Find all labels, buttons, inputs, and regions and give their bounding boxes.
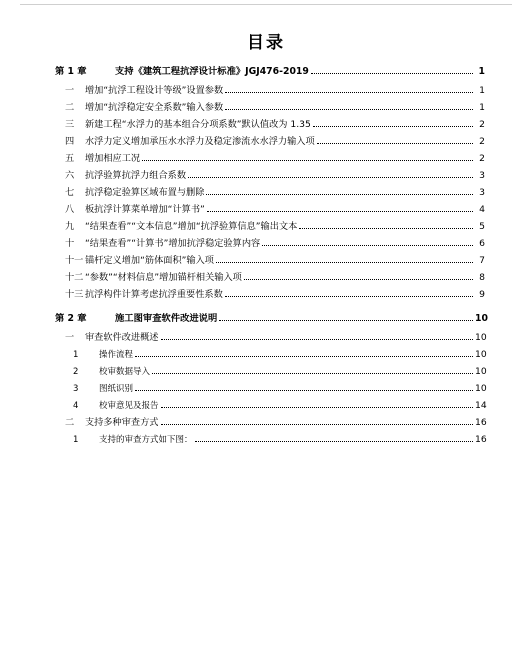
toc-entry-sec[interactable] [55, 235, 485, 252]
toc-page-number: 2 [479, 136, 485, 147]
toc-dot-leader [262, 235, 473, 246]
toc-dot-leader [317, 133, 473, 144]
toc-entry-sub[interactable] [55, 346, 485, 363]
toc-dot-leader [135, 346, 473, 357]
toc-entry-number: 3 [73, 384, 79, 394]
toc-dot-leader [161, 329, 474, 340]
toc-entry-sec[interactable] [55, 184, 485, 201]
toc-page-number: 2 [479, 119, 485, 130]
toc-entry-sec[interactable] [55, 269, 485, 286]
toc-entry-number: 六 [65, 170, 75, 181]
toc-entry-number: 二 [65, 102, 75, 113]
toc-dot-leader [225, 286, 473, 297]
toc-page-number: 6 [479, 238, 485, 249]
toc-entry-title: 校审意见及报告 [99, 401, 159, 411]
toc-page-number: 1 [479, 102, 485, 113]
toc-dot-leader [195, 431, 473, 442]
toc-entry-number: 一 [65, 332, 75, 343]
toc-entry-sec[interactable] [55, 252, 485, 269]
toc-page-number: 1 [478, 66, 485, 77]
toc-dot-leader [225, 82, 473, 93]
toc-entry-number: 1 [73, 350, 79, 360]
toc-dot-leader [206, 184, 473, 195]
toc-entry-number: 4 [73, 401, 79, 411]
toc-dot-leader [142, 150, 473, 161]
toc-page-number: 16 [475, 434, 487, 445]
toc-page-number: 4 [479, 204, 485, 215]
toc-entry-title: 增加相应工况 [85, 153, 141, 164]
toc-dot-leader [161, 397, 473, 408]
toc-entry-number: 第 2 章 [55, 313, 87, 324]
toc-entry-title: 抗浮验算抗浮力组合系数 [85, 170, 187, 181]
toc-entry-number: 三 [65, 119, 75, 130]
toc-page-number: 14 [475, 400, 487, 411]
toc-entry-sec[interactable] [55, 329, 485, 346]
toc-page-number: 10 [475, 366, 487, 377]
toc-entry-number: 十 [65, 238, 75, 249]
toc-dot-leader [219, 310, 473, 321]
toc-entry-title: 水浮力定义增加承压水水浮力及稳定渗流水水浮力输入项 [85, 136, 315, 147]
toc-entry-number: 二 [65, 417, 75, 428]
toc-page-number: 10 [475, 383, 487, 394]
toc-entry-sec[interactable] [55, 201, 485, 218]
toc-entry-sub[interactable] [55, 363, 485, 380]
toc-dot-leader [311, 63, 473, 74]
table-of-contents [55, 62, 488, 448]
toc-entry-number: 第 1 章 [55, 66, 87, 77]
toc-dot-leader [152, 363, 473, 374]
toc-entry-sec[interactable] [55, 82, 485, 99]
toc-entry-title: 锚杆定义增加“筋体面积”输入项 [85, 255, 214, 266]
toc-entry-sec[interactable] [55, 133, 485, 150]
toc-entry-title: “结果查看”“计算书”增加抗浮稳定验算内容 [85, 238, 261, 249]
toc-entry-title: 增加“抗浮工程设计等级”设置参数 [85, 85, 224, 96]
toc-entry-sec[interactable] [55, 414, 485, 431]
toc-entry-title: 抗浮构件计算考虑抗浮重要性系数 [85, 289, 223, 300]
toc-page-number: 10 [475, 349, 487, 360]
toc-entry-sec[interactable] [55, 150, 485, 167]
toc-dot-leader [313, 116, 473, 127]
toc-entry-title: 图纸识别 [99, 384, 134, 394]
toc-page-number: 16 [475, 417, 487, 428]
toc-dot-leader [161, 414, 474, 425]
toc-entry-number: 十三 [65, 289, 84, 300]
toc-entry-number: 五 [65, 153, 75, 164]
toc-entry-sec[interactable] [55, 99, 485, 116]
toc-entry-sec[interactable] [55, 116, 485, 133]
toc-dot-leader [188, 167, 473, 178]
toc-dot-leader [299, 218, 473, 229]
toc-entry-title: “参数”“材料信息”增加锚杆相关输入项 [85, 272, 242, 283]
page-title: 目录 [247, 33, 285, 53]
toc-dot-leader [244, 269, 473, 280]
toc-entry-number: 四 [65, 136, 75, 147]
toc-entry-title: 操作流程 [99, 350, 134, 360]
toc-page-number: 8 [479, 272, 485, 283]
toc-page-number: 2 [479, 153, 485, 164]
toc-page-number: 5 [479, 221, 485, 232]
toc-dot-leader [135, 380, 473, 391]
toc-entry-chapter[interactable] [55, 62, 485, 82]
toc-page-number: 3 [479, 170, 485, 181]
toc-entry-title: 抗浮稳定验算区域布置与删除 [85, 187, 205, 198]
page-top-border [20, 4, 512, 5]
toc-page-number: 10 [475, 313, 488, 324]
toc-entry-title: 审查软件改进概述 [85, 332, 159, 343]
toc-entry-number: 一 [65, 85, 75, 96]
toc-dot-leader [207, 201, 473, 212]
toc-entry-title: 支持多种审查方式 [85, 417, 159, 428]
toc-entry-number: 七 [65, 187, 75, 198]
toc-entry-number: 八 [65, 204, 75, 215]
toc-dot-leader [216, 252, 473, 263]
toc-entry-title: “结果查看”“文本信息”增加“抗浮验算信息”输出文本 [85, 221, 298, 232]
toc-page-number: 7 [479, 255, 485, 266]
toc-entry-title: 支持的审查方式如下图： [99, 435, 193, 445]
toc-page-number: 9 [479, 289, 485, 300]
toc-entry-title: 施工图审查软件改进说明 [115, 313, 218, 324]
toc-entry-title: 支持《建筑工程抗浮设计标准》JGJ476-2019 [115, 66, 309, 77]
toc-entry-sec[interactable] [55, 218, 485, 235]
toc-entry-number: 十二 [65, 272, 84, 283]
toc-entry-sub[interactable] [55, 397, 485, 414]
toc-entry-number: 1 [73, 435, 79, 445]
toc-entry-sub[interactable] [55, 380, 485, 397]
toc-entry-title: 新建工程“水浮力的基本组合分项系数”默认值改为 1.35 [85, 119, 311, 130]
toc-page-number: 1 [479, 85, 485, 96]
toc-page-number: 10 [475, 332, 487, 343]
toc-entry-sub[interactable] [55, 431, 485, 448]
toc-entry-chapter[interactable] [55, 309, 488, 329]
toc-entry-sec[interactable] [55, 167, 485, 184]
toc-entry-sec[interactable] [55, 286, 485, 303]
toc-page-number: 3 [479, 187, 485, 198]
toc-dot-leader [225, 99, 473, 110]
toc-entry-number: 十一 [65, 255, 84, 266]
toc-entry-title: 板抗浮计算菜单增加“计算书” [85, 204, 205, 215]
toc-entry-number: 2 [73, 367, 79, 377]
toc-entry-title: 校审数据导入 [99, 367, 151, 377]
toc-entry-number: 九 [65, 221, 75, 232]
toc-entry-title: 增加“抗浮稳定安全系数”输入参数 [85, 102, 224, 113]
